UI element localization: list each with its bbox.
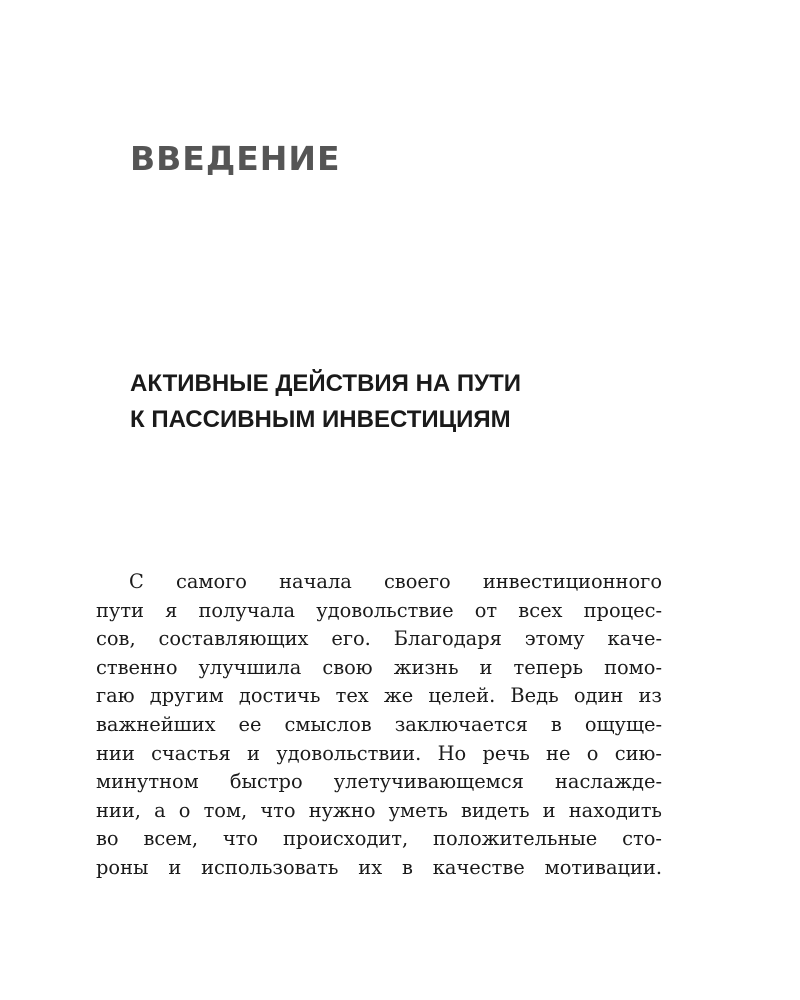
paragraph-line: нии счастья и удовольствии. Но речь не о сию- xyxy=(96,741,662,765)
paragraph-line: минутном быстро улетучивающемся наслажде- xyxy=(96,770,662,794)
paragraph-line: ственно улучшила свою жизнь и теперь помо- xyxy=(96,655,662,679)
section-title-line: К ПАССИВНЫМ ИНВЕСТИЦИЯМ xyxy=(130,406,511,433)
paragraph-line: роны и использовать их в качестве мотивации. xyxy=(96,855,662,879)
paragraph-line: гаю другим достичь тех же целей. Ведь один из xyxy=(96,684,662,708)
paragraph-line: важнейших ее смыслов заключается в ощуще- xyxy=(96,712,662,736)
body-paragraph xyxy=(96,568,662,883)
paragraph-line: нии, а о том, что нужно уметь видеть и находить xyxy=(96,798,662,822)
paragraph-line: пути я получала удовольствие от всех процес- xyxy=(96,598,662,622)
section-title xyxy=(130,366,521,438)
chapter-heading: ВВЕДЕНИЕ xyxy=(130,139,341,178)
paragraph-line: сов, составляющих его. Благодаря этому каче- xyxy=(96,627,662,651)
paragraph-line: С самого начала своего инвестиционного xyxy=(129,570,662,593)
section-title-line: АКТИВНЫЕ ДЕЙСТВИЯ НА ПУТИ xyxy=(130,370,521,397)
paragraph-line: во всем, что происходит, положительные сто- xyxy=(96,827,662,851)
